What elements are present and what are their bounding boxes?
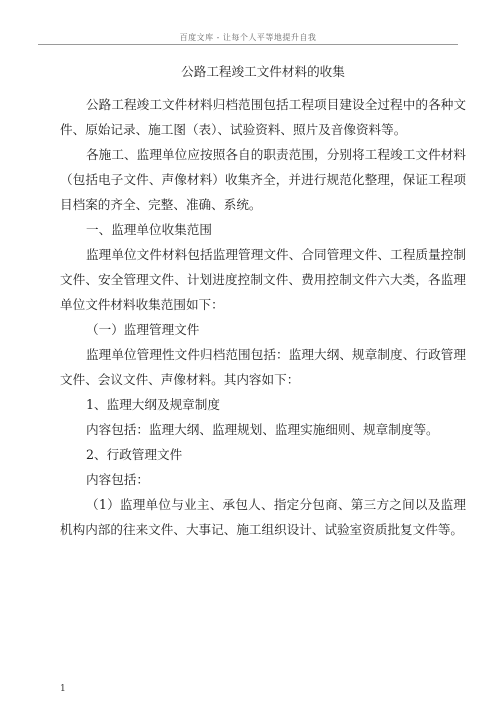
page-header: 百度文库 - 让每个人平等地提升自我 <box>179 33 317 42</box>
paragraph: 各施工、监理单位应按照各自的职责范围，分别将工程竣工文件材料（包括电子文件、声像材料）收集齐全，并进行规范化整理，保证工程项目档案的齐全、完整、准确、系统。 <box>60 147 466 212</box>
paragraph: （1）监理单位与业主、承包人、指定分包商、第三方之间以及监理机构内部的往来文件、大事记、施工组织设计、试验室资质批复文件等。 <box>60 497 466 537</box>
paragraph: 公路工程竣工文件材料归档范围包括工程项目建设全过程中的各种文件、原始记录、施工图（表）、试验资料、照片及音像资料等。 <box>60 97 466 137</box>
paragraph: 监理单位文件材料包括监理管理文件、合同管理文件、工程质量控制文件、安全管理文件、计划进度控制文件、费用控制文件六大类，各监理单位文件材料收集范围如下： <box>60 247 466 312</box>
paragraph: 监理单位管理性文件归档范围包括：监理大纲、规章制度、行政管理文件、会议文件、声像材料。其内容如下： <box>60 347 466 387</box>
page-number: 1 <box>60 684 66 694</box>
item-heading: 2、行政管理文件 <box>86 447 183 462</box>
section-heading: 一、监理单位收集范围 <box>86 222 212 237</box>
document-body <box>60 62 466 542</box>
item-heading: 1、监理大纲及规章制度 <box>86 397 220 412</box>
document-title: 公路工程竣工文件材料的收集 <box>181 64 345 79</box>
header-divider <box>38 44 458 45</box>
paragraph: 内容包括： <box>86 472 149 487</box>
paragraph: 内容包括：监理大纲、监理规划、监理实施细则、规章制度等。 <box>86 422 439 437</box>
subsection-heading: （一）监理管理文件 <box>86 322 200 337</box>
